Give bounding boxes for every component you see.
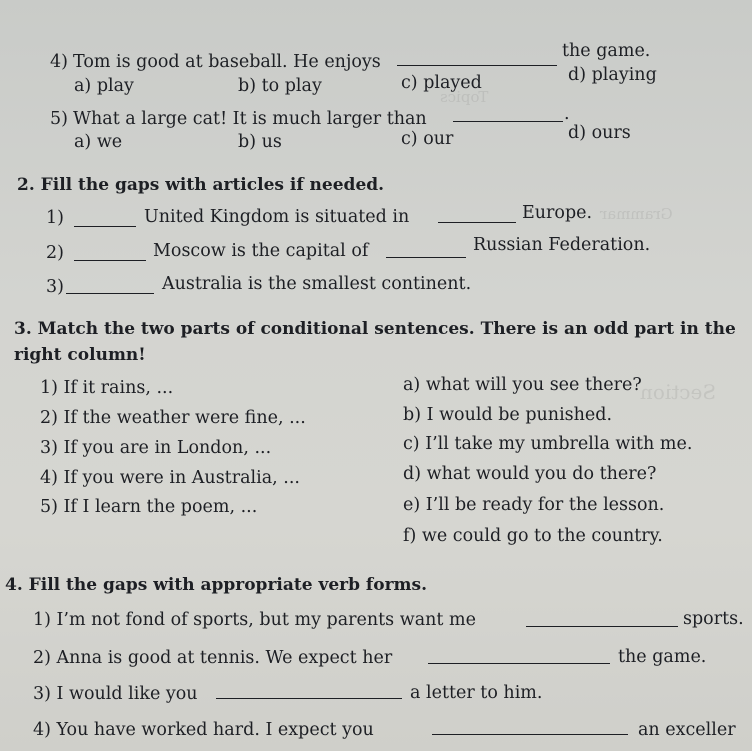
s3-right-item: d) what would you do there? [403, 464, 657, 484]
q5-option-b[interactable]: b) us [238, 132, 282, 152]
s4-item2-tail: the game. [618, 647, 707, 667]
s4-item3-gap[interactable] [216, 684, 402, 699]
q4-option-d[interactable]: d) playing [568, 65, 657, 85]
s4-item2-gap[interactable] [428, 649, 610, 664]
s3-right-item: a) what will you see there? [403, 375, 642, 395]
s2-item1-tail: Europe. [522, 203, 593, 223]
s3-right-item: f) we could go to the country. [403, 526, 663, 546]
section4-heading: 4. Fill the gaps with appropriate verb forms. [5, 575, 428, 595]
s3-right-item: c) I’ll take my umbrella with me. [403, 434, 693, 454]
s4-item3-text: 3) I would like you [33, 684, 198, 704]
s3-right-item: e) I’ll be ready for the lesson. [403, 495, 665, 515]
bleed-through-text: Section [640, 380, 717, 404]
q4-text: Tom is good at baseball. He enjoys [73, 52, 381, 72]
q5-tail: . [564, 104, 570, 124]
q5-text: What a large cat! It is much larger than [73, 109, 427, 129]
bleed-through-text: Grammar [600, 205, 673, 223]
q5-gap[interactable] [453, 107, 563, 122]
s2-item1-gap1[interactable] [74, 212, 136, 227]
s4-item2-text: 2) Anna is good at tennis. We expect her [33, 648, 393, 668]
q5-option-a[interactable]: a) we [74, 132, 123, 152]
s2-item2-tail: Russian Federation. [473, 235, 651, 255]
q5-option-d[interactable]: d) ours [568, 123, 631, 143]
s4-item1-tail: sports. [683, 609, 744, 629]
s3-left-item: 1) If it rains, ... [40, 378, 174, 398]
q5-number: 5) [50, 109, 68, 129]
s2-item2-text: Moscow is the capital of [153, 241, 369, 261]
q4-number: 4) [50, 52, 68, 72]
s2-item3-number: 3) [46, 277, 64, 297]
q4-gap[interactable] [397, 51, 557, 66]
s4-item4-gap[interactable] [432, 720, 628, 735]
q4-tail: the game. [562, 41, 651, 61]
s4-item3-tail: a letter to him. [410, 683, 543, 703]
q5-option-c[interactable]: c) our [401, 129, 454, 149]
s2-item1-text: United Kingdom is situated in [144, 207, 410, 227]
s2-item2-number: 2) [46, 243, 64, 263]
s3-right-item: b) I would be punished. [403, 405, 613, 425]
s2-item1-number: 1) [46, 208, 64, 228]
s3-left-item: 2) If the weather were fine, ... [40, 408, 306, 428]
s4-item1-gap[interactable] [526, 612, 678, 627]
s3-left-item: 5) If I learn the poem, ... [40, 497, 258, 517]
s2-item3-text: Australia is the smallest continent. [162, 274, 472, 294]
section3-heading: 3. Match the two parts of conditional sentences. There is an odd part in the [14, 319, 736, 339]
s4-item4-text: 4) You have worked hard. I expect you [33, 720, 374, 740]
s3-left-item: 4) If you were in Australia, ... [40, 468, 300, 488]
s2-item3-gap[interactable] [66, 279, 154, 294]
bleed-through-text: Topics [440, 88, 489, 106]
section3-heading-cont: right column! [14, 345, 146, 365]
s2-item2-gap2[interactable] [386, 243, 466, 258]
s4-item4-tail: an exceller [638, 720, 736, 740]
s4-item1-text: 1) I’m not fond of sports, but my parents want me [33, 610, 476, 630]
s2-item1-gap2[interactable] [438, 208, 516, 223]
s2-item2-gap1[interactable] [74, 246, 146, 261]
section2-heading: 2. Fill the gaps with articles if needed. [17, 175, 385, 195]
q4-option-c[interactable]: c) played [401, 73, 482, 93]
q4-option-a[interactable]: a) play [74, 76, 134, 96]
q4-option-b[interactable]: b) to play [238, 76, 322, 96]
s3-left-item: 3) If you are in London, ... [40, 438, 272, 458]
